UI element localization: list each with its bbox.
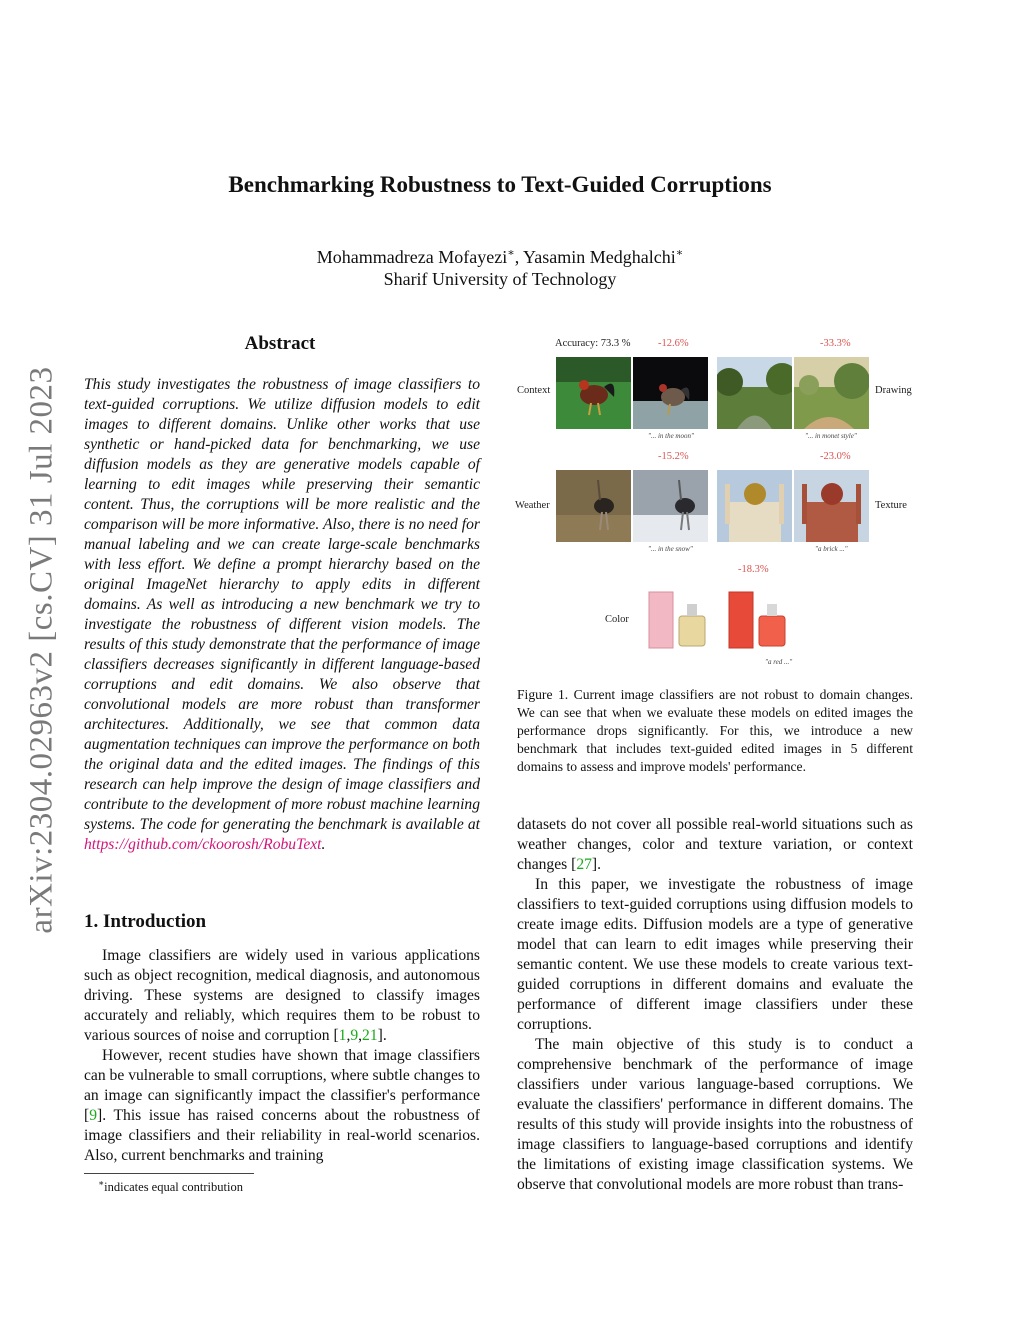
weather-drop: -15.2% [658,451,689,462]
mosque-image [717,470,792,542]
ostrich-snow-image [633,470,708,542]
citation-link[interactable]: 9 [89,1107,97,1124]
code-link[interactable]: https://github.com/ckoorosh/RobuText [84,836,322,853]
author-2: Yasamin Medghalchi [523,247,676,267]
weather-label: Weather [515,500,550,511]
figure-1 [505,330,925,675]
paper-title: Benchmarking Robustness to Text-Guided Corruptions [228,172,772,197]
landscape-image [717,357,792,429]
caption-monet: "... in monet style" [805,432,857,440]
texture-label: Texture [875,500,907,511]
caption-moon: "... in the moon" [648,432,694,440]
right-column-text [517,815,913,1195]
context-drop: -12.6% [658,338,689,349]
perfume-image [643,582,718,654]
affiliation: Sharif University of Technology [383,269,617,289]
context-label: Context [517,385,551,396]
accuracy-label: Accuracy: 73.3 % [555,338,631,349]
ostrich-image [556,470,631,542]
paragraph: However, recent studies have shown that image classifiers can be vulnerable to small corruptions, where subtle changes to an image can significantly impact the classifier's performance [9]. This issue has raised concerns about the robustness of image classifiers and their reliability in real-world scenarios. Also, current benchmarks and training [84,1047,480,1164]
footnote: ∗indicates equal contribution [98,1178,243,1195]
drawing-drop: -33.3% [820,338,851,349]
texture-drop: -23.0% [820,451,851,462]
rooster-moon-image [633,357,708,429]
paragraph: The main objective of this study is to conduct a comprehensive benchmark of the performance of image classifiers under various language-based corruptions. We evaluate the classifiers' performance in different domains. The results of this study will provide insights into the robustness of image classifiers to language-based corruptions and identify the limitations of existing image classification systems. We observe that convolutional models are more robust than trans- [517,1036,913,1193]
figure-caption: Figure 1. Current image classifiers are not robust to domain changes. We can see that when we evaluate these models on edited images the performance drops significantly. For this, we introduce a new benchmark that includes text-guided edited images in 5 different domains to assess and improve models' performance. [517,687,913,774]
caption-snow: "... in the snow" [648,545,693,553]
landscape-monet-image [794,357,869,429]
abstract-heading: Abstract [244,333,316,354]
paragraph: Image classifiers are widely used in various applications such as object recognition, medical diagnosis, and autonomous driving. These systems are designed to classify images accurately and reliably, which requires them to be robust to various sources of noise and corruption [1,9,21]. [84,947,480,1044]
section-heading-introduction: 1. Introduction [84,911,207,932]
introduction-text [84,946,480,1166]
caption-brick: "a brick ..." [815,545,848,553]
paragraph: datasets do not cover all possible real-world situations such as weather changes, color and texture variation, or context changes [27]. [517,816,913,873]
citation-link[interactable]: 1 [338,1027,347,1044]
color-label: Color [605,614,629,625]
author-1: Mohammadreza Mofayezi [316,247,508,267]
footnote-rule [84,1173,254,1174]
perfume-red-image [723,582,798,654]
citation-link[interactable]: 9 [350,1027,359,1044]
author-block: Mohammadreza Mofayezi∗, Yasamin Medghalchi∗ Sharif University of Technology [0,242,1000,290]
caption-red: "a red ..." [765,658,793,666]
drawing-label: Drawing [875,385,912,396]
color-drop: -18.3% [738,564,769,575]
citation-link[interactable]: 21 [362,1027,378,1044]
rooster-image [556,357,631,429]
citation-link[interactable]: 27 [576,856,592,873]
mosque-brick-image [794,470,869,542]
paragraph: In this paper, we investigate the robustness of image classifiers to text-guided corruptions using diffusion models to create image edits. Diffusion models are a type of generative model that can learn to edit images while preserving their semantic content. We use these models to create various text-guided corruptions in different domains and evaluate the performance of different image classifiers under these corruptions. [517,876,913,1033]
abstract-text: This study investigates the robustness of image classifiers to text-guided corruptions. We utilize diffusion models to edit images to different domains. Unlike other works that use synthetic or hand-picked data for benchmarking, we use diffusion models as they are generative models capable of learning to edit images while preserving their semantic content. Thus, the corruptions will be more realistic and the comparison will be more informative. Also, there is no need for manual labeling and we can create large-scale benchmarks with less effort. We define a prompt hierarchy based on the original ImageNet hierarchy to apply edits in different domains. As well as introducing a new benchmark we try to investigate the robustness of different vision models. The results of this study demonstrate that the performance of image classifiers decreases significantly in different language-based corruptions and edit domains. We also observe that convolutional models are more robust than transformer architectures. Additionally, we see that common data augmentation techniques can improve the performance on both the original data and the edited images. The findings of this research can help improve the design of image classifiers and contribute to the development of more robust machine learning systems. The code for generating the benchmark is available at https://github.com/ckoorosh/RobuText. [84,376,480,853]
